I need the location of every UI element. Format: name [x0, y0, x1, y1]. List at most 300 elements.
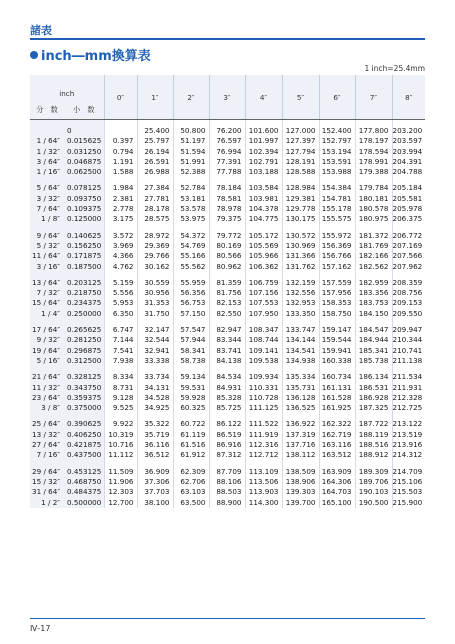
- mm-value-cell: 183.753: [355, 298, 392, 308]
- mm-value-cell: 105.569: [245, 241, 282, 251]
- table-row: [30, 126, 425, 136]
- mm-value-cell: 178.197: [355, 136, 392, 146]
- mm-value-cell: 113.903: [245, 487, 282, 497]
- conversion-table: [30, 75, 425, 508]
- mm-value-cell: 209.947: [392, 325, 425, 335]
- mm-value-cell: 25.400: [137, 126, 173, 136]
- mm-value-cell: 101.600: [245, 126, 282, 136]
- mm-value-cell: 155.575: [319, 214, 355, 224]
- decimal-cell: 0.187500: [64, 262, 104, 272]
- mm-value-cell: 53.181: [173, 194, 209, 204]
- mm-value-cell: 178.594: [355, 147, 392, 157]
- mm-value-cell: 26.591: [137, 157, 173, 167]
- fraction-cell: 17 / 64″: [30, 325, 64, 335]
- mm-value-cell: 207.169: [392, 241, 425, 251]
- table-row: [30, 403, 425, 413]
- mm-value-cell: 208.756: [392, 288, 425, 298]
- mm-value-cell: 60.722: [173, 419, 209, 429]
- mm-value-cell: 8.731: [104, 383, 137, 393]
- mm-value-cell: 110.728: [245, 393, 282, 403]
- mm-value-cell: 32.147: [137, 325, 173, 335]
- decimal-cell: 0.093750: [64, 194, 104, 204]
- mm-value-cell: 184.150: [355, 309, 392, 319]
- mm-value-cell: 127.794: [282, 147, 319, 157]
- mm-value-cell: 7.541: [104, 346, 137, 356]
- fraction-cell: 11 / 32″: [30, 383, 64, 393]
- mm-value-cell: 53.975: [173, 214, 209, 224]
- decimal-cell: 0.218750: [64, 288, 104, 298]
- mm-value-cell: 36.512: [137, 450, 173, 460]
- mm-value-cell: 34.528: [137, 393, 173, 403]
- mm-value-cell: 61.912: [173, 450, 209, 460]
- mm-value-cell: 133.350: [282, 309, 319, 319]
- mm-value-cell: 54.372: [173, 231, 209, 241]
- mm-value-cell: 211.931: [392, 383, 425, 393]
- mm-value-cell: 26.988: [137, 167, 173, 177]
- mm-value-cell: 35.719: [137, 430, 173, 440]
- mm-value-cell: 5.159: [104, 278, 137, 288]
- decimal-cell: 0.265625: [64, 325, 104, 335]
- mm-value-cell: 12.303: [104, 487, 137, 497]
- mm-value-cell: 109.538: [245, 356, 282, 366]
- mm-value-cell: 163.116: [319, 440, 355, 450]
- mm-value-cell: 29.766: [137, 251, 173, 261]
- col-head: 1″: [137, 75, 173, 120]
- decimal-cell: 0.062500: [64, 167, 104, 177]
- mm-value-cell: 190.500: [355, 498, 392, 508]
- mm-value-cell: 155.972: [319, 231, 355, 241]
- table-row: [30, 450, 425, 460]
- mm-value-cell: 180.578: [355, 204, 392, 214]
- mm-value-cell: 154.781: [319, 194, 355, 204]
- fraction-cell: 15 / 32″: [30, 477, 64, 487]
- col-head: 4″: [245, 75, 282, 120]
- mm-value-cell: 107.156: [245, 288, 282, 298]
- mm-value-cell: 136.525: [282, 403, 319, 413]
- mm-value-cell: 63.500: [173, 498, 209, 508]
- table-row: [30, 167, 425, 177]
- mm-value-cell: 11.509: [104, 467, 137, 477]
- mm-value-cell: 157.162: [319, 262, 355, 272]
- mm-value-cell: 62.309: [173, 467, 209, 477]
- decimal-cell: 0.156250: [64, 241, 104, 251]
- table-row: [30, 194, 425, 204]
- mm-value-cell: 52.784: [173, 183, 209, 193]
- mm-value-cell: 2.381: [104, 194, 137, 204]
- mm-value-cell: 209.550: [392, 309, 425, 319]
- mm-value-cell: 186.134: [355, 372, 392, 382]
- mm-value-cell: 82.153: [209, 298, 245, 308]
- mm-value-cell: 163.909: [319, 467, 355, 477]
- mm-value-cell: 86.916: [209, 440, 245, 450]
- table-row: [30, 430, 425, 440]
- mm-value-cell: 56.356: [173, 288, 209, 298]
- fraction-cell: 5 / 64″: [30, 183, 64, 193]
- fraction-cell: 5 / 32″: [30, 241, 64, 251]
- mm-value-cell: 58.341: [173, 346, 209, 356]
- mm-value-cell: 109.934: [245, 372, 282, 382]
- mm-value-cell: 78.978: [209, 204, 245, 214]
- mm-value-cell: 153.988: [319, 167, 355, 177]
- mm-value-cell: 62.706: [173, 477, 209, 487]
- mm-value-cell: 156.369: [319, 241, 355, 251]
- mm-value-cell: 186.928: [355, 393, 392, 403]
- mm-value-cell: 81.756: [209, 288, 245, 298]
- mm-value-cell: 179.388: [355, 167, 392, 177]
- decimal-cell: 0.109375: [64, 204, 104, 214]
- mm-value-cell: 210.344: [392, 335, 425, 345]
- mm-value-cell: 0.397: [104, 136, 137, 146]
- fraction-head: 分 数: [30, 100, 64, 120]
- mm-value-cell: 33.734: [137, 372, 173, 382]
- fraction-cell: 1 / 8″: [30, 214, 64, 224]
- mm-value-cell: 155.178: [319, 204, 355, 214]
- decimal-cell: 0.203125: [64, 278, 104, 288]
- fraction-cell: 9 / 32″: [30, 335, 64, 345]
- mm-value-cell: 132.159: [282, 278, 319, 288]
- decimal-cell: 0.171875: [64, 251, 104, 261]
- mm-value-cell: 88.503: [209, 487, 245, 497]
- mm-value-cell: 152.797: [319, 136, 355, 146]
- mm-value-cell: 162.719: [319, 430, 355, 440]
- mm-value-cell: 111.522: [245, 419, 282, 429]
- mm-value-cell: 80.169: [209, 241, 245, 251]
- mm-value-cell: 158.750: [319, 309, 355, 319]
- decimal-cell: 0.406250: [64, 430, 104, 440]
- mm-value-cell: 86.519: [209, 430, 245, 440]
- mm-value-cell: 29.369: [137, 241, 173, 251]
- mm-value-cell: 78.581: [209, 194, 245, 204]
- mm-value-cell: 57.547: [173, 325, 209, 335]
- mm-value-cell: 138.509: [282, 467, 319, 477]
- corner-cell: [30, 75, 104, 100]
- mm-value-cell: 160.338: [319, 356, 355, 366]
- mm-value-cell: 213.122: [392, 419, 425, 429]
- mm-value-cell: 178.991: [355, 157, 392, 167]
- table-row: [30, 419, 425, 429]
- table-row: [30, 157, 425, 167]
- mm-value-cell: 159.544: [319, 335, 355, 345]
- decimal-cell: 0.046875: [64, 157, 104, 167]
- mm-value-cell: 34.925: [137, 403, 173, 413]
- mm-value-cell: 208.359: [392, 278, 425, 288]
- mm-value-cell: 159.147: [319, 325, 355, 335]
- mm-value-cell: 153.194: [319, 147, 355, 157]
- mm-value-cell: 27.781: [137, 194, 173, 204]
- decimal-cell: 0: [64, 126, 104, 136]
- mm-value-cell: 109.141: [245, 346, 282, 356]
- mm-value-cell: 180.181: [355, 194, 392, 204]
- mm-value-cell: 138.112: [282, 450, 319, 460]
- mm-value-cell: 88.106: [209, 477, 245, 487]
- mm-value-cell: 27.384: [137, 183, 173, 193]
- mm-value-cell: 213.519: [392, 430, 425, 440]
- mm-value-cell: 207.566: [392, 251, 425, 261]
- fraction-cell: [30, 126, 64, 136]
- corner-top-label: inch: [59, 89, 75, 98]
- mm-value-cell: 207.962: [392, 262, 425, 272]
- mm-value-cell: 83.344: [209, 335, 245, 345]
- mm-value-cell: 78.184: [209, 183, 245, 193]
- table-row: [30, 288, 425, 298]
- mm-value-cell: 164.703: [319, 487, 355, 497]
- mm-value-cell: 10.716: [104, 440, 137, 450]
- mm-value-cell: 105.172: [245, 231, 282, 241]
- mm-value-cell: 185.341: [355, 346, 392, 356]
- mm-value-cell: 135.731: [282, 383, 319, 393]
- mm-value-cell: 59.134: [173, 372, 209, 382]
- mm-value-cell: 77.391: [209, 157, 245, 167]
- mm-value-cell: 7.938: [104, 356, 137, 366]
- mm-value-cell: 7.144: [104, 335, 137, 345]
- mm-value-cell: 28.575: [137, 214, 173, 224]
- mm-value-cell: 61.119: [173, 430, 209, 440]
- mm-value-cell: 58.738: [173, 356, 209, 366]
- mm-value-cell: 37.703: [137, 487, 173, 497]
- mm-value-cell: 187.325: [355, 403, 392, 413]
- mm-value-cell: 113.506: [245, 477, 282, 487]
- mm-value-cell: 32.544: [137, 335, 173, 345]
- mm-value-cell: 60.325: [173, 403, 209, 413]
- mm-value-cell: 209.153: [392, 298, 425, 308]
- table-row: [30, 231, 425, 241]
- fraction-cell: 31 / 64″: [30, 487, 64, 497]
- page-title-wrap: [30, 45, 151, 64]
- mm-value-cell: 82.947: [209, 325, 245, 335]
- mm-value-cell: 55.562: [173, 262, 209, 272]
- bullet-dot-icon: [30, 51, 38, 59]
- fraction-cell: 29 / 64″: [30, 467, 64, 477]
- mm-value-cell: 203.200: [392, 126, 425, 136]
- mm-value-cell: 204.391: [392, 157, 425, 167]
- decimal-cell: 0.328125: [64, 372, 104, 382]
- mm-value-cell: 34.131: [137, 383, 173, 393]
- mm-value-cell: 214.312: [392, 450, 425, 460]
- mm-value-cell: 51.197: [173, 136, 209, 146]
- decimal-cell: 0.296875: [64, 346, 104, 356]
- table-row: [30, 440, 425, 450]
- mm-value-cell: 114.300: [245, 498, 282, 508]
- table-row: [30, 498, 425, 508]
- mm-value-cell: 181.769: [355, 241, 392, 251]
- mm-value-cell: 106.362: [245, 262, 282, 272]
- decimal-cell: 0.281250: [64, 335, 104, 345]
- decimal-cell: 0.234375: [64, 298, 104, 308]
- mm-value-cell: 112.712: [245, 450, 282, 460]
- mm-value-cell: 205.184: [392, 183, 425, 193]
- mm-value-cell: 80.566: [209, 251, 245, 261]
- mm-value-cell: 206.772: [392, 231, 425, 241]
- mm-value-cell: 189.309: [355, 467, 392, 477]
- mm-value-cell: 76.597: [209, 136, 245, 146]
- fraction-cell: 7 / 32″: [30, 288, 64, 298]
- section-header: 諸表: [30, 24, 52, 37]
- mm-value-cell: 55.166: [173, 251, 209, 261]
- mm-value-cell: 157.956: [319, 288, 355, 298]
- mm-value-cell: 1.984: [104, 183, 137, 193]
- mm-value-cell: 132.953: [282, 298, 319, 308]
- mm-value-cell: 113.109: [245, 467, 282, 477]
- mm-value-cell: 210.741: [392, 346, 425, 356]
- mm-value-cell: 179.784: [355, 183, 392, 193]
- mm-value-cell: 5.953: [104, 298, 137, 308]
- header-rule: [30, 38, 425, 40]
- fraction-cell: 27 / 64″: [30, 440, 64, 450]
- mm-value-cell: 6.747: [104, 325, 137, 335]
- mm-value-cell: 28.972: [137, 231, 173, 241]
- fraction-cell: 21 / 64″: [30, 372, 64, 382]
- mm-value-cell: 215.106: [392, 477, 425, 487]
- mm-value-cell: 188.119: [355, 430, 392, 440]
- mm-value-cell: 50.800: [173, 126, 209, 136]
- table-row: [30, 136, 425, 146]
- mm-value-cell: 28.178: [137, 204, 173, 214]
- decimal-cell: 0.343750: [64, 383, 104, 393]
- fraction-cell: 5 / 16″: [30, 356, 64, 366]
- mm-value-cell: 129.381: [282, 194, 319, 204]
- decimal-cell: 0.359375: [64, 393, 104, 403]
- mm-value-cell: 103.981: [245, 194, 282, 204]
- decimal-cell: 0.375000: [64, 403, 104, 413]
- mm-value-cell: 152.400: [319, 126, 355, 136]
- fraction-cell: 13 / 32″: [30, 430, 64, 440]
- table-row: [30, 346, 425, 356]
- mm-value-cell: 112.316: [245, 440, 282, 450]
- fraction-cell: 1 / 16″: [30, 167, 64, 177]
- fraction-cell: 3 / 64″: [30, 157, 64, 167]
- mm-value-cell: 205.581: [392, 194, 425, 204]
- mm-value-cell: 57.150: [173, 309, 209, 319]
- mm-value-cell: 203.597: [392, 136, 425, 146]
- mm-value-cell: 101.997: [245, 136, 282, 146]
- mm-value-cell: 1.588: [104, 167, 137, 177]
- decimal-cell: 0.031250: [64, 147, 104, 157]
- mm-value-cell: 9.525: [104, 403, 137, 413]
- mm-value-cell: 4.762: [104, 262, 137, 272]
- decimal-cell: 0.468750: [64, 477, 104, 487]
- mm-value-cell: 131.366: [282, 251, 319, 261]
- decimal-cell: 0.140625: [64, 231, 104, 241]
- mm-value-cell: 56.753: [173, 298, 209, 308]
- mm-value-cell: 32.941: [137, 346, 173, 356]
- mm-value-cell: 153.591: [319, 157, 355, 167]
- mm-value-cell: 87.709: [209, 467, 245, 477]
- mm-value-cell: 160.734: [319, 372, 355, 382]
- mm-value-cell: 215.503: [392, 487, 425, 497]
- mm-value-cell: 53.578: [173, 204, 209, 214]
- mm-value-cell: 3.969: [104, 241, 137, 251]
- mm-value-cell: 215.900: [392, 498, 425, 508]
- table-body: [30, 120, 425, 508]
- mm-value-cell: 80.962: [209, 262, 245, 272]
- mm-value-cell: 137.319: [282, 430, 319, 440]
- mm-value-cell: 134.938: [282, 356, 319, 366]
- mm-value-cell: 30.956: [137, 288, 173, 298]
- mm-value-cell: 30.559: [137, 278, 173, 288]
- mm-value-cell: 190.103: [355, 487, 392, 497]
- mm-value-cell: 128.588: [282, 167, 319, 177]
- mm-value-cell: 128.191: [282, 157, 319, 167]
- mm-value-cell: 158.353: [319, 298, 355, 308]
- mm-value-cell: 184.944: [355, 335, 392, 345]
- mm-value-cell: 133.747: [282, 325, 319, 335]
- mm-value-cell: 214.709: [392, 467, 425, 477]
- table-row: [30, 325, 425, 335]
- mm-value-cell: 183.356: [355, 288, 392, 298]
- mm-value-cell: 57.944: [173, 335, 209, 345]
- table-row: [30, 241, 425, 251]
- mm-value-cell: 3.175: [104, 214, 137, 224]
- mm-value-cell: 84.534: [209, 372, 245, 382]
- decimal-cell: 0.125000: [64, 214, 104, 224]
- col-head: 2″: [173, 75, 209, 120]
- mm-value-cell: 187.722: [355, 419, 392, 429]
- decimal-cell: 0.484375: [64, 487, 104, 497]
- mm-value-cell: 161.528: [319, 393, 355, 403]
- col-head: 8″: [392, 75, 425, 120]
- mm-value-cell: 38.100: [137, 498, 173, 508]
- table-row: [30, 372, 425, 382]
- fraction-cell: 1 / 2″: [30, 498, 64, 508]
- mm-value-cell: 127.397: [282, 136, 319, 146]
- table-row: [30, 278, 425, 288]
- col-head: 7″: [355, 75, 392, 120]
- mm-value-cell: 138.906: [282, 477, 319, 487]
- mm-value-cell: 12.700: [104, 498, 137, 508]
- table-row: [30, 477, 425, 487]
- mm-value-cell: 0.794: [104, 147, 137, 157]
- mm-value-cell: 83.741: [209, 346, 245, 356]
- fraction-cell: 19 / 64″: [30, 346, 64, 356]
- mm-value-cell: 157.559: [319, 278, 355, 288]
- fraction-cell: 7 / 64″: [30, 204, 64, 214]
- mm-value-cell: 63.103: [173, 487, 209, 497]
- mm-value-cell: 52.388: [173, 167, 209, 177]
- mm-value-cell: 87.312: [209, 450, 245, 460]
- decimal-cell: 0.437500: [64, 450, 104, 460]
- decimal-cell: 0.312500: [64, 356, 104, 366]
- mm-value-cell: 102.791: [245, 157, 282, 167]
- decimal-cell: 0.250000: [64, 309, 104, 319]
- mm-value-cell: 4.366: [104, 251, 137, 261]
- mm-value-cell: 104.775: [245, 214, 282, 224]
- mm-value-cell: 154.384: [319, 183, 355, 193]
- mm-value-cell: 76.994: [209, 147, 245, 157]
- mm-value-cell: 188.516: [355, 440, 392, 450]
- mm-value-cell: 11.112: [104, 450, 137, 460]
- mm-value-cell: 188.912: [355, 450, 392, 460]
- mm-value-cell: 6.350: [104, 309, 137, 319]
- mm-value-cell: 206.375: [392, 214, 425, 224]
- mm-value-cell: 185.738: [355, 356, 392, 366]
- mm-value-cell: 55.959: [173, 278, 209, 288]
- col-head: 0″: [104, 75, 137, 120]
- mm-value-cell: 76.200: [209, 126, 245, 136]
- mm-value-cell: [104, 126, 137, 136]
- mm-value-cell: 36.909: [137, 467, 173, 477]
- mm-value-cell: 181.372: [355, 231, 392, 241]
- table-row: [30, 262, 425, 272]
- mm-value-cell: 131.762: [282, 262, 319, 272]
- mm-value-cell: 11.906: [104, 477, 137, 487]
- fraction-cell: 3 / 8″: [30, 403, 64, 413]
- mm-value-cell: 107.553: [245, 298, 282, 308]
- col-head: 3″: [209, 75, 245, 120]
- mm-value-cell: 59.928: [173, 393, 209, 403]
- mm-value-cell: 205.978: [392, 204, 425, 214]
- mm-value-cell: 111.125: [245, 403, 282, 413]
- mm-value-cell: 10.319: [104, 430, 137, 440]
